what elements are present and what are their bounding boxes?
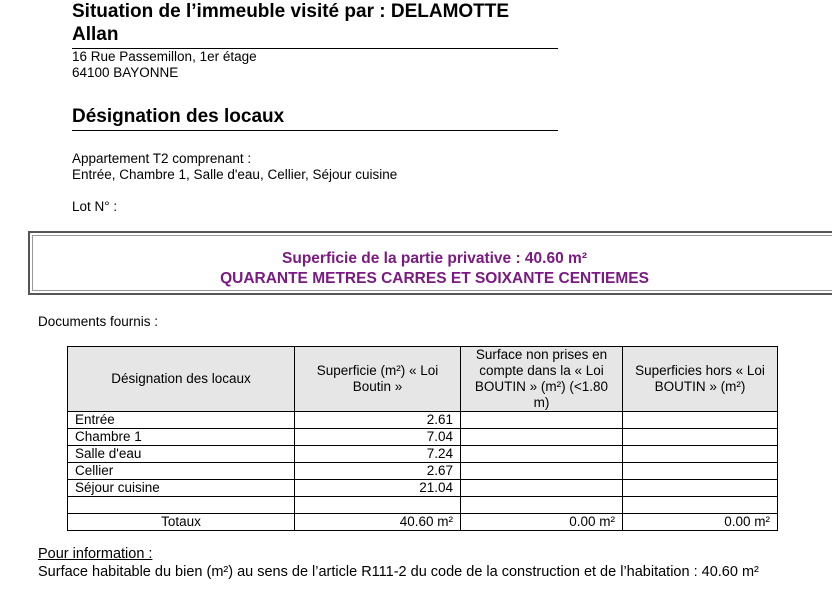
totals-surface: 40.60 m²	[295, 514, 461, 531]
page-title: Situation de l’immeuble visité par : DELAMOTTE Allan	[72, 0, 558, 49]
documents-label: Documents fournis :	[38, 314, 159, 329]
row-name: Entrée	[68, 412, 295, 429]
summary-surface: Superficie de la partie privative : 40.60 m²	[282, 250, 587, 267]
row-hors	[623, 429, 778, 446]
designation-description	[72, 151, 397, 183]
row-name: Cellier	[68, 463, 295, 480]
row-surface: 21.04	[295, 480, 461, 497]
row-non-prise	[461, 463, 623, 480]
row-hors	[623, 412, 778, 429]
row-non-prise	[461, 412, 623, 429]
address-line-1: 16 Rue Passemillon, 1er étage	[72, 49, 257, 64]
totals-non-prise: 0.00 m²	[461, 514, 623, 531]
row-non-prise	[461, 429, 623, 446]
designation-line-2: Entrée, Chambre 1, Salle d'eau, Cellier, Séjour cuisine	[72, 167, 398, 182]
header-non-prise: Surface non prises en compte dans la « Loi BOUTIN » (m²) (<1.80 m)	[461, 347, 623, 412]
table-row	[68, 429, 778, 446]
row-surface: 2.61	[295, 412, 461, 429]
row-surface: 7.04	[295, 429, 461, 446]
totals-hors: 0.00 m²	[623, 514, 778, 531]
header-hors: Superficies hors « Loi BOUTIN » (m²)	[623, 347, 778, 412]
table-row	[68, 412, 778, 429]
info-title: Pour information :	[38, 546, 153, 562]
totals-label: Totaux	[68, 514, 295, 531]
table-row	[68, 446, 778, 463]
row-non-prise	[461, 446, 623, 463]
header-superficie: Superficie (m²) « Loi Boutin »	[295, 347, 461, 412]
address-line-2: 64100 BAYONNE	[72, 65, 179, 80]
table-empty-row	[68, 497, 778, 514]
row-name: Salle d'eau	[68, 446, 295, 463]
table-header-row	[68, 347, 778, 412]
summary-surface-words: QUARANTE METRES CARRES ET SOIXANTE CENTIEMES	[220, 270, 649, 287]
address	[72, 49, 257, 81]
designation-line-1: Appartement T2 comprenant :	[72, 151, 252, 166]
row-hors	[623, 463, 778, 480]
lot-number: Lot N° :	[72, 199, 118, 214]
header-designation: Désignation des locaux	[68, 347, 295, 412]
row-name: Séjour cuisine	[68, 480, 295, 497]
table-row	[68, 463, 778, 480]
info-text: Surface habitable du bien (m²) au sens de l’article R111-2 du code de la construction et de l’habitation : 40.60 m²	[38, 564, 759, 580]
section-title-designation: Désignation des locaux	[72, 106, 558, 131]
row-surface: 7.24	[295, 446, 461, 463]
summary-box	[28, 231, 832, 295]
row-hors	[623, 446, 778, 463]
table-row	[68, 480, 778, 497]
surface-table	[67, 346, 778, 531]
table-totals-row	[68, 514, 778, 531]
row-non-prise	[461, 480, 623, 497]
row-surface: 2.67	[295, 463, 461, 480]
row-name: Chambre 1	[68, 429, 295, 446]
row-hors	[623, 480, 778, 497]
